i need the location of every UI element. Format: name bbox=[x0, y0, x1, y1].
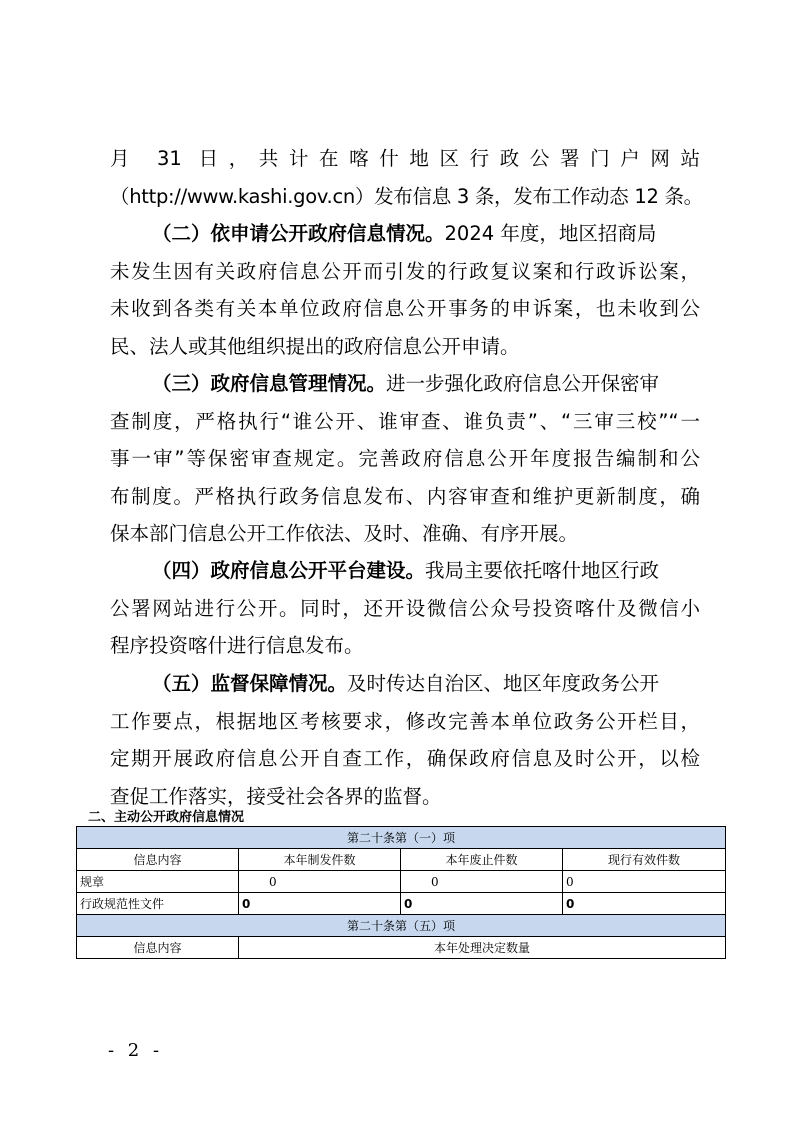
paragraph-info-management bbox=[110, 365, 700, 553]
column-header: 本年制发件数 bbox=[239, 849, 401, 871]
paragraph-supervision bbox=[110, 665, 700, 815]
paragraph-heading: （二）依申请公开政府信息情况。 bbox=[152, 222, 445, 245]
text-line: （http://www.kashi.gov.cn）发布信息 3 条，发布工作动态 12 条。 bbox=[110, 184, 703, 208]
text-line: 月 31 日，共计在喀什地区行政公署门户网站 bbox=[110, 147, 700, 170]
text-line: 事一审”等保密审查规定。完善政府信息公开年度报告编制和公 bbox=[110, 447, 700, 470]
text-line: 工作要点，根据地区考核要求，修改完善本单位政务公开栏目， bbox=[110, 709, 700, 733]
column-header: 信息内容 bbox=[77, 849, 239, 871]
text-line: 布制度。严格执行政务信息发布、内容审查和维护更新制度，确 bbox=[110, 484, 700, 508]
paragraph-heading: （五）监督保障情况。 bbox=[152, 672, 348, 695]
text-line: 民、法人或其他组织提出的政府信息公开申请。 bbox=[110, 334, 520, 358]
paragraph-heading: （三）政府信息管理情况。 bbox=[152, 372, 387, 395]
disclosure-table bbox=[76, 826, 726, 959]
text-line: 查促工作落实，接受社会各界的监督。 bbox=[110, 784, 442, 808]
text-line: 公署网站进行公开。同时，还开设微信公众号投资喀什及微信小 bbox=[110, 596, 700, 620]
table-cell: 0 bbox=[401, 871, 563, 893]
column-header: 现行有效件数 bbox=[563, 849, 726, 871]
text-line: 查制度，严格执行“谁公开、谁审查、谁负责”、“三审三校”“一 bbox=[110, 409, 700, 433]
table-cell: 0 bbox=[239, 893, 401, 915]
text-line: 未发生因有关政府信息公开而引发的行政复议案和行政诉讼案， bbox=[110, 259, 700, 283]
text-line: 我局主要依托喀什地区行政 bbox=[425, 559, 660, 582]
table-row bbox=[77, 893, 726, 915]
text-line: 2024 年度，地区招商局 bbox=[444, 222, 657, 245]
table-band-row bbox=[77, 827, 726, 849]
table-row bbox=[77, 871, 726, 893]
table-cell: 0 bbox=[401, 893, 563, 915]
paragraph-platform-construction bbox=[110, 552, 700, 665]
table-band-title: 第二十条第（一）项 bbox=[77, 827, 726, 849]
table-cell: 0 bbox=[563, 893, 726, 915]
column-header: 本年处理决定数量 bbox=[239, 937, 726, 959]
table-header-row bbox=[77, 937, 726, 959]
row-label: 行政规范性文件 bbox=[77, 893, 239, 915]
page-number: - 2 - bbox=[108, 1040, 164, 1061]
text-line: 未收到各类有关本单位政府信息公开事务的申诉案，也未收到公 bbox=[110, 297, 700, 320]
paragraph-apply-disclosure bbox=[110, 215, 700, 365]
row-label: 规章 bbox=[77, 871, 239, 893]
table-cell: 0 bbox=[563, 871, 726, 893]
text-line: 程序投资喀什进行信息发布。 bbox=[110, 634, 364, 657]
column-header: 本年废止件数 bbox=[401, 849, 563, 871]
text-line: 定期开展政府信息公开自查工作，确保政府信息及时公开，以检 bbox=[110, 747, 700, 770]
column-header: 信息内容 bbox=[77, 937, 239, 959]
section-heading: 二、主动公开政府信息情况 bbox=[88, 810, 245, 825]
text-line: 保本部门信息公开工作依法、及时、准确、有序开展。 bbox=[110, 522, 579, 545]
table-header-row bbox=[77, 849, 726, 871]
table-cell: 0 bbox=[239, 871, 401, 893]
table-band-title: 第二十条第（五）项 bbox=[77, 915, 726, 937]
text-line: 进一步强化政府信息公开保密审 bbox=[386, 372, 660, 395]
table-band-row bbox=[77, 915, 726, 937]
text-line: 及时传达自治区、地区年度政务公开 bbox=[347, 672, 660, 695]
paragraph-heading: （四）政府信息公开平台建设。 bbox=[152, 559, 426, 582]
paragraph-continuation bbox=[110, 140, 703, 215]
